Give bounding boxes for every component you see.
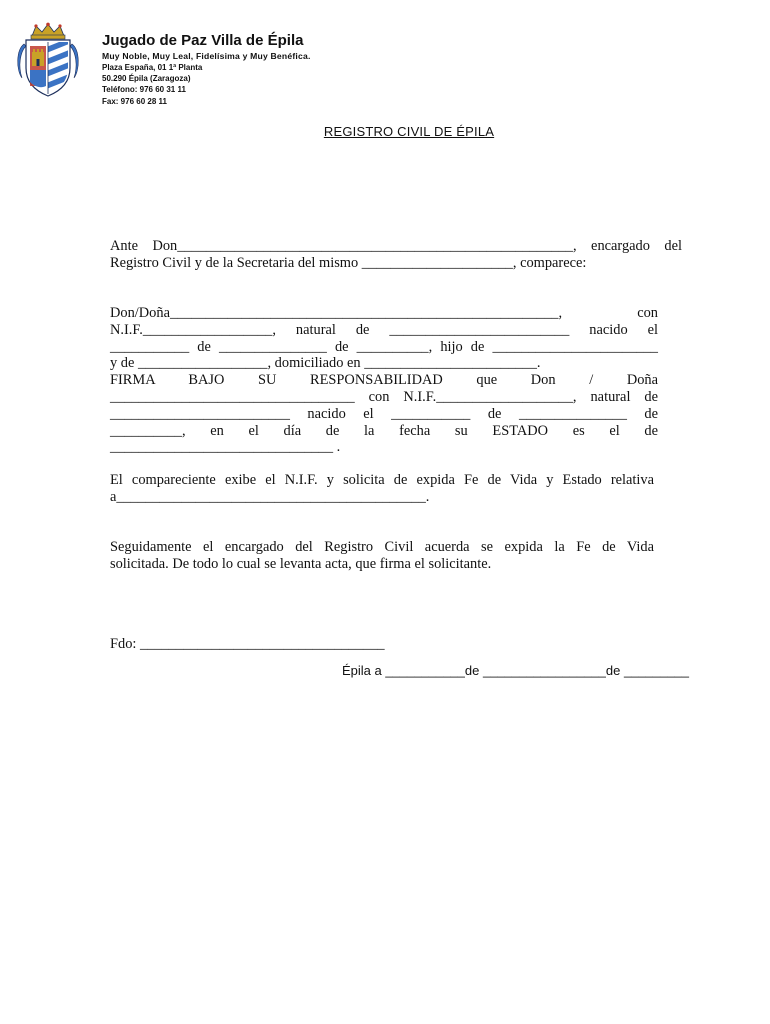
applicant-line: __________, en el día de la fecha su ESTADO es el de — [110, 422, 658, 439]
office-address-street: Plaza España, 01 1ª Planta — [102, 63, 203, 72]
request-line: El compareciente exibe el N.I.F. y solicita de expida Fe de Vida y Estado relativa — [110, 472, 654, 488]
request-paragraph — [110, 472, 654, 506]
office-fax: Fax: 976 60 28 11 — [102, 96, 167, 106]
signature-line: Fdo: __________________________________ — [110, 636, 385, 652]
document-title: REGISTRO CIVIL DE ÉPILA — [323, 124, 495, 139]
applicant-paragraph — [110, 305, 658, 456]
applicant-line: FIRMA BAJO SU RESPONSABILIDAD que Don / Doña — [110, 372, 658, 389]
applicant-line: __________________________________ con N.I.F.___________________, natural de — [110, 388, 658, 405]
coat-of-arms-icon — [14, 22, 82, 100]
place-date-line: Épila a ___________de _________________de _________ — [342, 663, 690, 678]
applicant-line: N.I.F.__________________, natural de _________________________ nacido el — [110, 321, 658, 338]
resolution-paragraph — [110, 539, 654, 573]
request-line: a___________________________________________. — [110, 488, 430, 505]
intro-line: Ante Don_______________________________________________________, encargado del — [110, 238, 682, 254]
office-motto: Muy Noble, Muy Leal, Fidelísima y Muy Benéfica. — [102, 51, 311, 61]
letterhead — [102, 32, 311, 107]
office-address-city: 50.290 Épila (Zaragoza) — [102, 74, 191, 84]
applicant-line: ___________ de _______________ de __________, hijo de _______________________ — [110, 338, 658, 355]
applicant-line: _________________________ nacido el ___________ de _______________ de — [110, 405, 658, 422]
intro-paragraph — [110, 238, 682, 272]
intro-line: Registro Civil y de la Secretaria del mismo _____________________, comparece: — [110, 254, 587, 271]
applicant-line: Don/Doña______________________________________________________, con — [110, 305, 658, 321]
resolution-line: Seguidamente el encargado del Registro Civil acuerda se expida la Fe de Vida — [110, 539, 654, 555]
applicant-line: y de __________________, domiciliado en ________________________. — [110, 355, 541, 372]
resolution-line: solicitada. De todo lo cual se levanta acta, que firma el solicitante. — [110, 555, 492, 572]
office-phone: Teléfono: 976 60 31 11 — [102, 85, 186, 95]
office-title: Jugado de Paz Villa de Épila — [102, 32, 304, 49]
applicant-line: _______________________________ . — [110, 439, 341, 456]
